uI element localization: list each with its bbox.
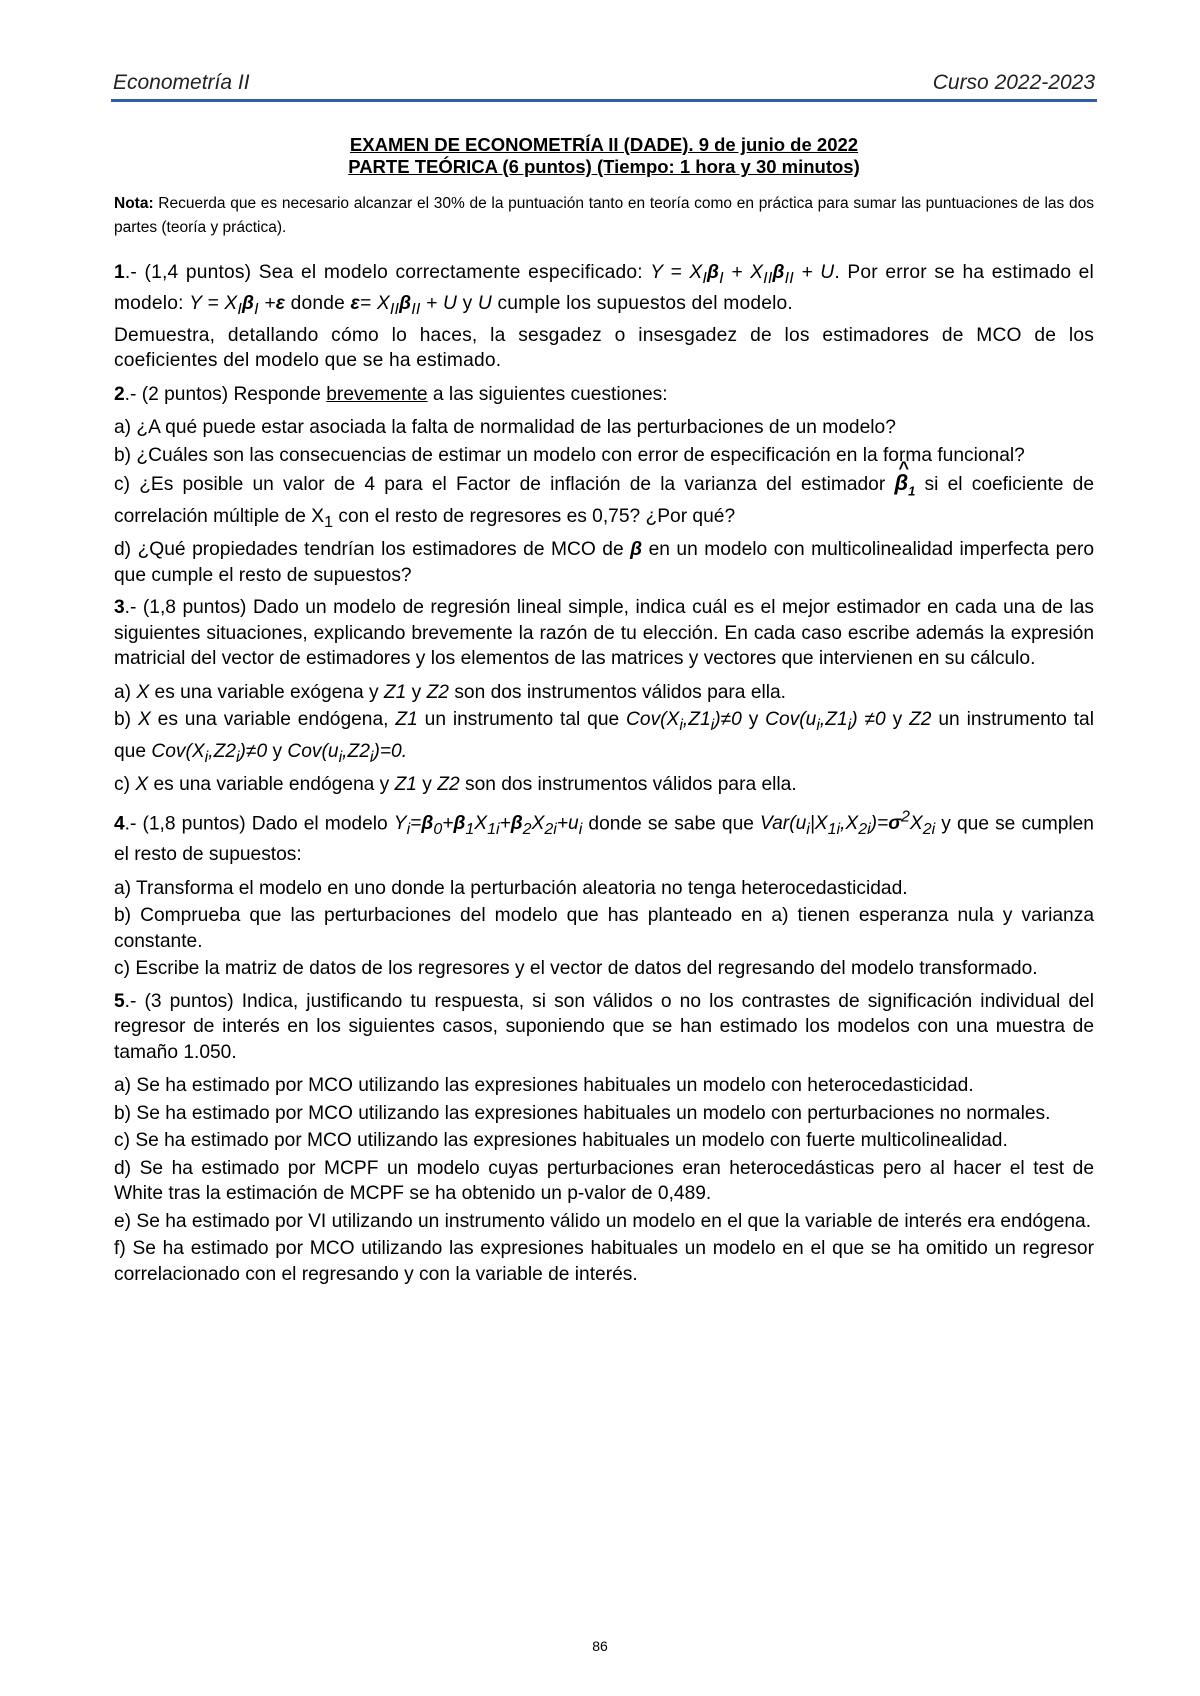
underlined-text: brevemente: [326, 383, 428, 405]
question-5c: c) Se ha estimado por MCO utilizando las expresiones habituales un modelo con fuerte multicolinealidad.: [114, 1130, 1008, 1152]
question-3c: c) X es una variable endógena y Z1 y Z2 son dos instrumentos válidos para ella.: [114, 774, 797, 796]
exam-content: [114, 192, 1094, 1289]
math-expr: $Var(u_i|X_{1i},X_{2i})=\sigma^2X_{2i}$: [760, 808, 936, 838]
question-1: [114, 260, 1094, 374]
header-course-name: Econometría II: [113, 71, 250, 94]
question-2c: c) ¿Es posible un valor de 4 para el Factor de inflación de la varianza del estimador ^ $\beta_1$ si el coeficiente de correlación múltiple de $X_1$ con el resto de regresores es 0,75? ¿Por qué?: [114, 470, 1094, 535]
question-5a: a) Se ha estimado por MCO utilizando las expresiones habituales un modelo con heterocedasticidad.: [114, 1075, 974, 1097]
page-header: [111, 71, 1097, 97]
exam-title-line2: PARTE TEÓRICA (6 puntos) (Tiempo: 1 hora y 30 minutos): [348, 156, 860, 177]
page-number: 86: [592, 1638, 608, 1654]
question-text: y: [457, 293, 478, 315]
question-text: cumple los supuestos del modelo.: [491, 293, 793, 315]
header-divider: [111, 99, 1097, 102]
question-5f: f) Se ha estimado por MCO utilizando las expresiones habituales un modelo en el que se ha omitido un regresor correlacionado con el regresando y con la variable de interés.: [114, 1238, 1094, 1285]
question-3a: a) X es una variable exógena y Z1 y Z2 son dos instrumentos válidos para ella.: [114, 681, 787, 703]
question-number: 4: [114, 812, 125, 834]
note-text: Recuerda que es necesario alcanzar el 30% de la puntuación tanto en teoría como en práctica para sumar las puntuaciones de las dos partes (teoría y práctica).: [114, 195, 1094, 236]
question-text: .- (2 puntos) Responde: [124, 383, 327, 405]
question-4c: c) Escribe la matriz de datos de los regresores y el vector de datos del regresando del modelo transformado.: [114, 958, 1038, 980]
question-text: .- (1,8 puntos) Dado un modelo de regresión lineal simple, indica cuál es el mejor estimador en cada una de las siguientes situaciones, explicando brevemente la razón de tu elección. En cada caso escribe además la expresión matricial del vector de estimadores y los elementos de las matrices y vectores que intervienen en su cálculo.: [114, 597, 1094, 670]
question-2d: d) ¿Qué propiedades tendrían los estimadores de MCO de β en un modelo con multicolinealidad imperfecta pero que cumple el resto de supuestos?: [114, 539, 1095, 586]
question-2a: a) ¿A qué puede estar asociada la falta de normalidad de las perturbaciones de un modelo?: [114, 417, 896, 439]
note-label: Nota:: [114, 195, 154, 212]
math-expr: $\varepsilon= X_{II}\beta_{II} + U$: [350, 293, 458, 319]
question-2b: b) ¿Cuáles son las consecuencias de estimar un modelo con error de especificación en la forma funcional?: [114, 444, 1025, 466]
math-expr: $Y = X_I\beta_I + X_{II}\beta_{II} + U$: [650, 262, 835, 287]
exam-title: [111, 134, 1097, 178]
question-4b: b) Comprueba que las perturbaciones del modelo que has planteado en a) tienen esperanza nula y varianza constante.: [114, 905, 1094, 952]
question-number: 1: [114, 262, 125, 283]
question-number: 3: [114, 597, 125, 619]
math-expr: $Y = X_I\beta_I +\varepsilon$: [189, 293, 286, 319]
question-4a: a) Transforma el modelo en uno donde la perturbación aleatoria no tenga heterocedasticidad.: [114, 877, 908, 899]
question-5b: b) Se ha estimado por MCO utilizando las expresiones habituales un modelo con perturbaciones no normales.: [114, 1102, 1051, 1124]
exam-title-line1: EXAMEN DE ECONOMETRÍA II (DADE). 9 de junio de 2022: [349, 134, 859, 155]
question-number: 2: [114, 383, 125, 405]
question-5e: e) Se ha estimado por VI utilizando un instrumento válido un modelo en el que la variable de interés era endógena.: [114, 1210, 1092, 1232]
beta-symbol: β: [630, 539, 643, 561]
question-5d: d) Se ha estimado por MCPF un modelo cuyas perturbaciones eran heterocedásticas pero al hacer el test de White tras la estimación de MCPF se ha obtenido un p-valor de 0,489.: [114, 1157, 1094, 1205]
question-text: Demuestra, detallando cómo lo haces, la sesgadez o insesgadez de los estimadores de MCO de los coeficientes del modelo que se ha estimado.: [114, 324, 1094, 372]
question-2: [114, 382, 1094, 408]
question-5: 5.- (3 puntos) Indica, justificando tu respuesta, si son válidos o no los contrastes de significación individual del regresor de interés en los siguientes casos, suponiendo que se han estimado los modelos con una muestra de tamaño 1.050.: [114, 990, 1094, 1063]
math-expr: $Y_i=\beta_0+\beta_1X_{1i}+\beta_2X_{2i}+u_i$: [393, 812, 583, 838]
question-3b: b) X es una variable endógena, Z1 un instrumento tal que $Cov(X_i,Z1_i)\ne 0$ y $Cov(u_i,Z1_i) \ne 0$ y Z2 un instrumento tal que $Cov(X_i,Z2_i)\ne 0$ y $Cov(u_i,Z2_i)=0$.: [114, 709, 1094, 766]
question-3: [114, 595, 1094, 672]
question-4: 4.- (1,8 puntos) Dado el modelo $Y_i=\beta_0+\beta_1X_{1i}+\beta_2X_{2i}+u_i$ donde se sabe que $Var(u_i|X_{1i},X_{2i})=\sigma^2X_{2i}$ y que se cumplen el resto de supuestos:: [114, 808, 1094, 866]
exam-note: [114, 192, 1094, 240]
math-expr: U: [477, 293, 492, 315]
question-text: . Por error se ha estimado el modelo:: [114, 262, 1095, 315]
question-text: .- (1,4 puntos) Sea el modelo correctamente especificado:: [124, 262, 651, 283]
header-academic-year: Curso 2022-2023: [932, 71, 1095, 94]
question-text: a las siguientes cuestiones:: [427, 383, 668, 405]
question-number: 5: [114, 990, 125, 1012]
beta-hat-symbol: ^ $\beta_1$: [894, 470, 915, 504]
question-text: donde: [285, 293, 351, 315]
